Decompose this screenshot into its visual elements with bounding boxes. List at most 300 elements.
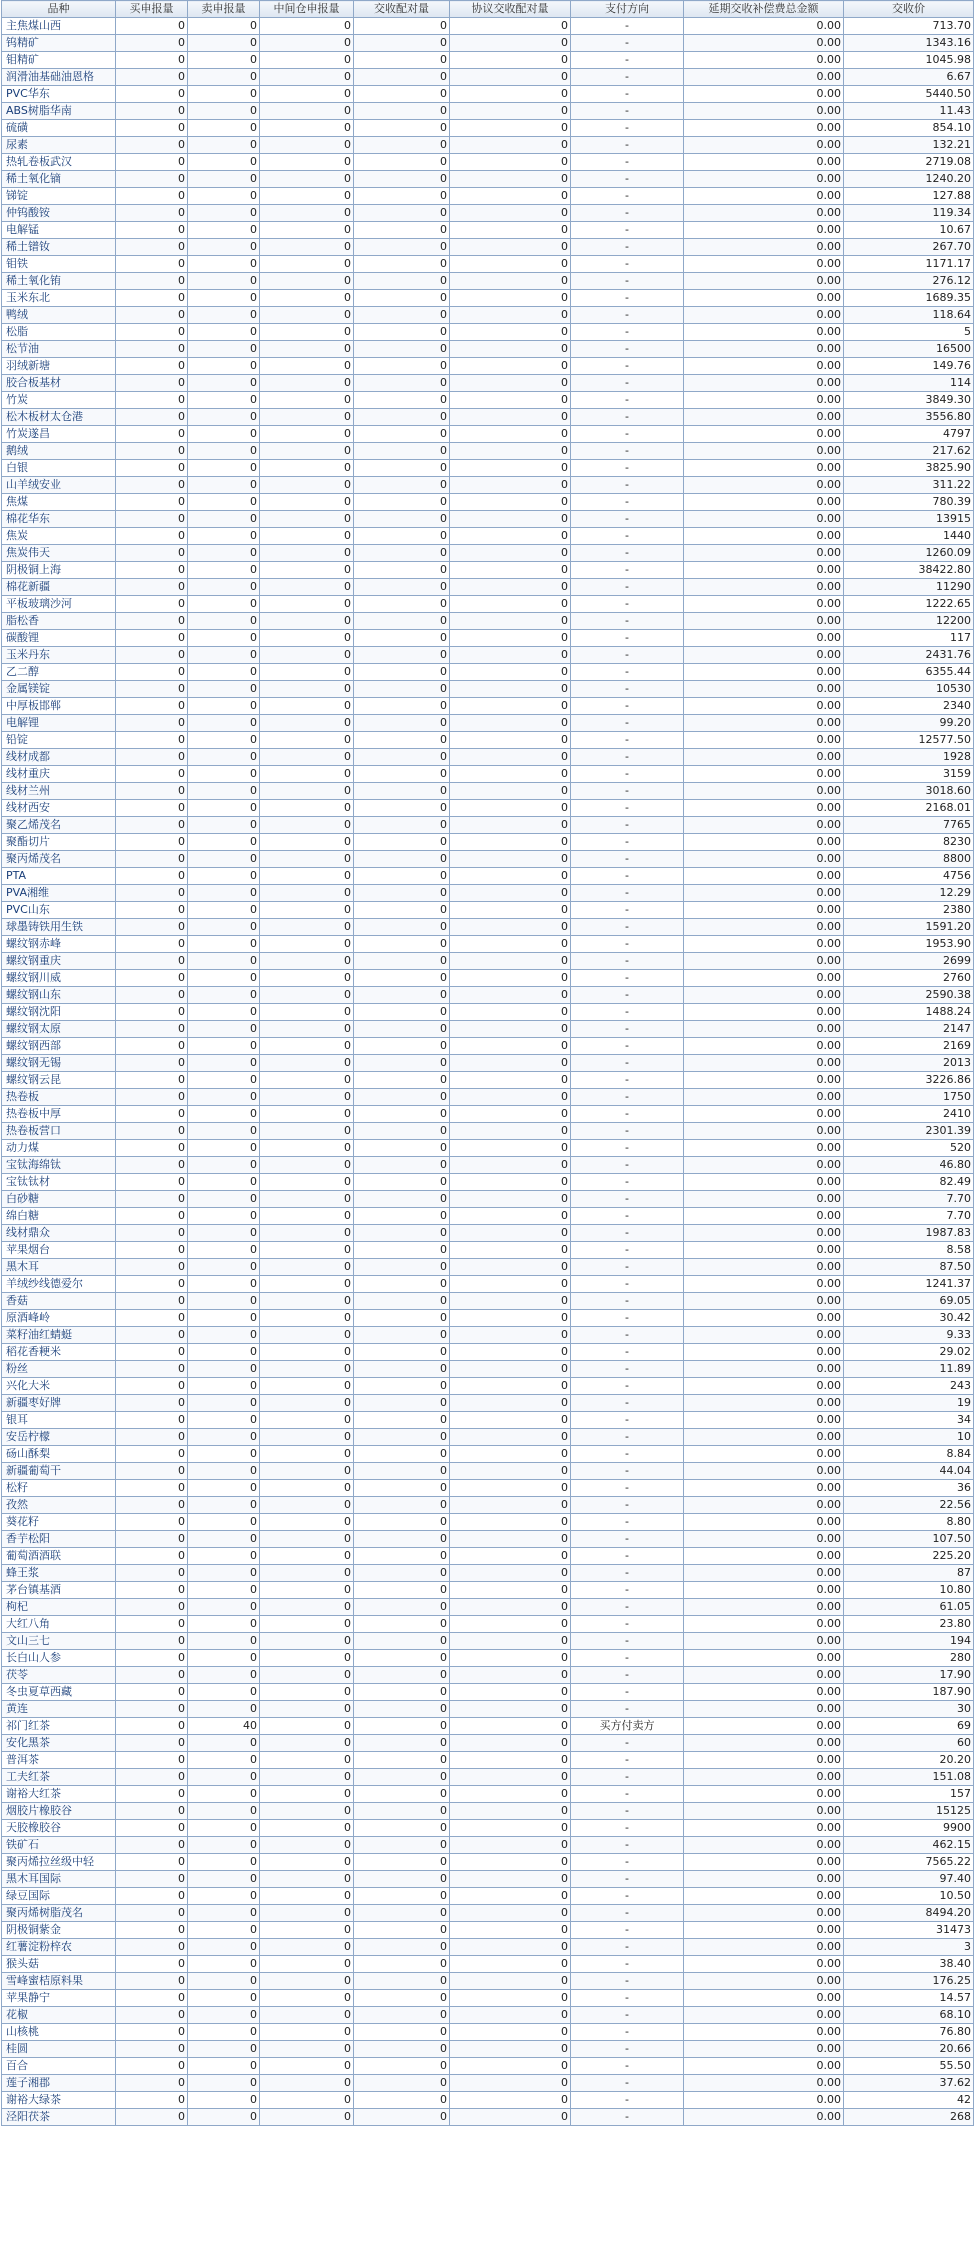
payment-direction-cell: - — [571, 443, 684, 460]
buy-quantity-cell: 0 — [116, 1276, 188, 1293]
sell-quantity-cell: 0 — [188, 256, 260, 273]
deferred-compensation-cell: 0.00 — [684, 392, 844, 409]
sell-quantity-cell: 0 — [188, 69, 260, 86]
intermediate-quantity-cell: 0 — [260, 1514, 354, 1531]
variety-cell: 阴极铜上海 — [2, 562, 116, 579]
table-row — [2, 171, 974, 188]
intermediate-quantity-cell: 0 — [260, 86, 354, 103]
agreement-matched-cell: 0 — [450, 1786, 571, 1803]
agreement-matched-cell: 0 — [450, 392, 571, 409]
matched-quantity-cell: 0 — [354, 545, 450, 562]
agreement-matched-cell: 0 — [450, 1191, 571, 1208]
intermediate-quantity-cell: 0 — [260, 1718, 354, 1735]
sell-quantity-cell: 0 — [188, 919, 260, 936]
sell-quantity-cell: 0 — [188, 834, 260, 851]
variety-cell: 稀土镨钕 — [2, 239, 116, 256]
sell-quantity-cell: 0 — [188, 375, 260, 392]
deferred-compensation-cell: 0.00 — [684, 1565, 844, 1582]
agreement-matched-cell: 0 — [450, 647, 571, 664]
buy-quantity-cell: 0 — [116, 1837, 188, 1854]
deferred-compensation-cell: 0.00 — [684, 885, 844, 902]
delivery-price-cell: 243 — [844, 1378, 974, 1395]
buy-quantity-cell: 0 — [116, 647, 188, 664]
sell-quantity-cell: 0 — [188, 1735, 260, 1752]
matched-quantity-cell: 0 — [354, 1905, 450, 1922]
payment-direction-cell: - — [571, 1735, 684, 1752]
variety-cell: 稀土氧化铕 — [2, 273, 116, 290]
variety-cell: 松木板材太仓港 — [2, 409, 116, 426]
variety-cell: 羊绒纱线德爱尔 — [2, 1276, 116, 1293]
sell-quantity-cell: 0 — [188, 1854, 260, 1871]
delivery-price-cell: 1928 — [844, 749, 974, 766]
column-header-sell-quantity: 卖申报量 — [188, 1, 260, 18]
variety-cell: 宝钛钛材 — [2, 1174, 116, 1191]
intermediate-quantity-cell: 0 — [260, 2058, 354, 2075]
deferred-compensation-cell: 0.00 — [684, 1701, 844, 1718]
agreement-matched-cell: 0 — [450, 188, 571, 205]
table-row — [2, 1531, 974, 1548]
buy-quantity-cell: 0 — [116, 256, 188, 273]
payment-direction-cell: - — [571, 341, 684, 358]
delivery-price-cell: 2431.76 — [844, 647, 974, 664]
variety-cell: 葵花籽 — [2, 1514, 116, 1531]
payment-direction-cell: - — [571, 1208, 684, 1225]
matched-quantity-cell: 0 — [354, 1021, 450, 1038]
deferred-compensation-cell: 0.00 — [684, 1208, 844, 1225]
matched-quantity-cell: 0 — [354, 2075, 450, 2092]
payment-direction-cell: - — [571, 1463, 684, 1480]
delivery-price-cell: 1222.65 — [844, 596, 974, 613]
buy-quantity-cell: 0 — [116, 137, 188, 154]
agreement-matched-cell: 0 — [450, 1395, 571, 1412]
delivery-price-cell: 99.20 — [844, 715, 974, 732]
deferred-compensation-cell: 0.00 — [684, 1293, 844, 1310]
matched-quantity-cell: 0 — [354, 1854, 450, 1871]
intermediate-quantity-cell: 0 — [260, 1769, 354, 1786]
variety-cell: 棉花华东 — [2, 511, 116, 528]
payment-direction-cell: - — [571, 1429, 684, 1446]
matched-quantity-cell: 0 — [354, 681, 450, 698]
buy-quantity-cell: 0 — [116, 1395, 188, 1412]
payment-direction-cell: - — [571, 1565, 684, 1582]
matched-quantity-cell: 0 — [354, 1735, 450, 1752]
agreement-matched-cell: 0 — [450, 1361, 571, 1378]
variety-cell: 硫磺 — [2, 120, 116, 137]
payment-direction-cell: - — [571, 1327, 684, 1344]
delivery-price-cell: 149.76 — [844, 358, 974, 375]
column-header-buy-quantity: 买申报量 — [116, 1, 188, 18]
variety-cell: 螺纹钢云昆 — [2, 1072, 116, 1089]
table-row — [2, 1242, 974, 1259]
delivery-price-cell: 1241.37 — [844, 1276, 974, 1293]
delivery-price-cell: 6.67 — [844, 69, 974, 86]
intermediate-quantity-cell: 0 — [260, 290, 354, 307]
agreement-matched-cell: 0 — [450, 1276, 571, 1293]
delivery-price-cell: 2147 — [844, 1021, 974, 1038]
matched-quantity-cell: 0 — [354, 987, 450, 1004]
deferred-compensation-cell: 0.00 — [684, 1497, 844, 1514]
table-row — [2, 1497, 974, 1514]
sell-quantity-cell: 0 — [188, 1123, 260, 1140]
intermediate-quantity-cell: 0 — [260, 783, 354, 800]
delivery-price-cell: 1750 — [844, 1089, 974, 1106]
deferred-compensation-cell: 0.00 — [684, 1888, 844, 1905]
intermediate-quantity-cell: 0 — [260, 851, 354, 868]
buy-quantity-cell: 0 — [116, 239, 188, 256]
delivery-price-cell: 1591.20 — [844, 919, 974, 936]
variety-cell: 焦炭 — [2, 528, 116, 545]
agreement-matched-cell: 0 — [450, 987, 571, 1004]
deferred-compensation-cell: 0.00 — [684, 1820, 844, 1837]
variety-cell: 螺纹钢无锡 — [2, 1055, 116, 1072]
payment-direction-cell: - — [571, 766, 684, 783]
intermediate-quantity-cell: 0 — [260, 1463, 354, 1480]
variety-cell: 平板玻璃沙河 — [2, 596, 116, 613]
variety-cell: 松节油 — [2, 341, 116, 358]
deferred-compensation-cell: 0.00 — [684, 1344, 844, 1361]
matched-quantity-cell: 0 — [354, 1106, 450, 1123]
buy-quantity-cell: 0 — [116, 1820, 188, 1837]
buy-quantity-cell: 0 — [116, 222, 188, 239]
column-header-agreement-matched-quantity: 协议交收配对量 — [450, 1, 571, 18]
intermediate-quantity-cell: 0 — [260, 1157, 354, 1174]
table-row — [2, 647, 974, 664]
agreement-matched-cell: 0 — [450, 1157, 571, 1174]
payment-direction-cell: - — [571, 732, 684, 749]
deferred-compensation-cell: 0.00 — [684, 1718, 844, 1735]
table-row — [2, 698, 974, 715]
variety-cell: 润滑油基础油恩格 — [2, 69, 116, 86]
variety-cell: 螺纹钢西部 — [2, 1038, 116, 1055]
buy-quantity-cell: 0 — [116, 1888, 188, 1905]
deferred-compensation-cell: 0.00 — [684, 69, 844, 86]
delivery-price-cell: 55.50 — [844, 2058, 974, 2075]
payment-direction-cell: - — [571, 154, 684, 171]
table-row — [2, 1106, 974, 1123]
intermediate-quantity-cell: 0 — [260, 409, 354, 426]
buy-quantity-cell: 0 — [116, 494, 188, 511]
payment-direction-cell: - — [571, 1140, 684, 1157]
matched-quantity-cell: 0 — [354, 1310, 450, 1327]
matched-quantity-cell: 0 — [354, 290, 450, 307]
delivery-price-cell: 60 — [844, 1735, 974, 1752]
intermediate-quantity-cell: 0 — [260, 698, 354, 715]
intermediate-quantity-cell: 0 — [260, 1327, 354, 1344]
sell-quantity-cell: 0 — [188, 1140, 260, 1157]
matched-quantity-cell: 0 — [354, 1395, 450, 1412]
delivery-price-cell: 2168.01 — [844, 800, 974, 817]
variety-cell: 聚丙烯茂名 — [2, 851, 116, 868]
agreement-matched-cell: 0 — [450, 1225, 571, 1242]
sell-quantity-cell: 0 — [188, 1446, 260, 1463]
delivery-price-cell: 1260.09 — [844, 545, 974, 562]
buy-quantity-cell: 0 — [116, 205, 188, 222]
variety-cell: 菜籽油红蜻蜓 — [2, 1327, 116, 1344]
variety-cell: 茯苓 — [2, 1667, 116, 1684]
deferred-compensation-cell: 0.00 — [684, 1582, 844, 1599]
sell-quantity-cell: 0 — [188, 154, 260, 171]
intermediate-quantity-cell: 0 — [260, 1922, 354, 1939]
payment-direction-cell: - — [571, 477, 684, 494]
agreement-matched-cell: 0 — [450, 1905, 571, 1922]
payment-direction-cell: - — [571, 1259, 684, 1276]
sell-quantity-cell: 40 — [188, 1718, 260, 1735]
table-row — [2, 1599, 974, 1616]
variety-cell: 焦炭伟天 — [2, 545, 116, 562]
deferred-compensation-cell: 0.00 — [684, 596, 844, 613]
delivery-price-cell: 462.15 — [844, 1837, 974, 1854]
table-row — [2, 664, 974, 681]
intermediate-quantity-cell: 0 — [260, 766, 354, 783]
sell-quantity-cell: 0 — [188, 817, 260, 834]
delivery-price-cell: 11290 — [844, 579, 974, 596]
sell-quantity-cell: 0 — [188, 341, 260, 358]
payment-direction-cell: - — [571, 290, 684, 307]
delivery-price-cell: 8230 — [844, 834, 974, 851]
table-row — [2, 2092, 974, 2109]
matched-quantity-cell: 0 — [354, 936, 450, 953]
delivery-price-cell: 46.80 — [844, 1157, 974, 1174]
variety-cell: 稻花香粳米 — [2, 1344, 116, 1361]
payment-direction-cell: - — [571, 1786, 684, 1803]
table-row — [2, 1837, 974, 1854]
deferred-compensation-cell: 0.00 — [684, 1412, 844, 1429]
sell-quantity-cell: 0 — [188, 936, 260, 953]
delivery-price-cell: 69.05 — [844, 1293, 974, 1310]
buy-quantity-cell: 0 — [116, 1718, 188, 1735]
delivery-price-cell: 268 — [844, 2109, 974, 2126]
variety-cell: 尿素 — [2, 137, 116, 154]
payment-direction-cell: - — [571, 1990, 684, 2007]
deferred-compensation-cell: 0.00 — [684, 409, 844, 426]
delivery-price-cell: 5 — [844, 324, 974, 341]
matched-quantity-cell: 0 — [354, 715, 450, 732]
intermediate-quantity-cell: 0 — [260, 1633, 354, 1650]
delivery-price-cell: 1488.24 — [844, 1004, 974, 1021]
table-row — [2, 1803, 974, 1820]
payment-direction-cell: - — [571, 2007, 684, 2024]
agreement-matched-cell: 0 — [450, 1429, 571, 1446]
intermediate-quantity-cell: 0 — [260, 69, 354, 86]
agreement-matched-cell: 0 — [450, 732, 571, 749]
intermediate-quantity-cell: 0 — [260, 1242, 354, 1259]
delivery-price-cell: 23.80 — [844, 1616, 974, 1633]
table-row — [2, 1973, 974, 1990]
payment-direction-cell: - — [571, 2092, 684, 2109]
deferred-compensation-cell: 0.00 — [684, 1174, 844, 1191]
buy-quantity-cell: 0 — [116, 783, 188, 800]
table-row — [2, 834, 974, 851]
table-row — [2, 205, 974, 222]
payment-direction-cell: 买方付卖方 — [571, 1718, 684, 1735]
sell-quantity-cell: 0 — [188, 2092, 260, 2109]
table-row — [2, 1582, 974, 1599]
intermediate-quantity-cell: 0 — [260, 2109, 354, 2126]
buy-quantity-cell: 0 — [116, 681, 188, 698]
delivery-price-cell: 520 — [844, 1140, 974, 1157]
matched-quantity-cell: 0 — [354, 528, 450, 545]
agreement-matched-cell: 0 — [450, 545, 571, 562]
intermediate-quantity-cell: 0 — [260, 970, 354, 987]
table-row — [2, 851, 974, 868]
variety-cell: 仲钨酸铵 — [2, 205, 116, 222]
sell-quantity-cell: 0 — [188, 52, 260, 69]
deferred-compensation-cell: 0.00 — [684, 1429, 844, 1446]
matched-quantity-cell: 0 — [354, 1004, 450, 1021]
sell-quantity-cell: 0 — [188, 409, 260, 426]
variety-cell: 砀山酥梨 — [2, 1446, 116, 1463]
table-row — [2, 1888, 974, 1905]
matched-quantity-cell: 0 — [354, 1718, 450, 1735]
variety-cell: 钼精矿 — [2, 52, 116, 69]
deferred-compensation-cell: 0.00 — [684, 35, 844, 52]
intermediate-quantity-cell: 0 — [260, 2007, 354, 2024]
variety-cell: 聚酯切片 — [2, 834, 116, 851]
delivery-price-cell: 4756 — [844, 868, 974, 885]
payment-direction-cell: - — [571, 902, 684, 919]
buy-quantity-cell: 0 — [116, 35, 188, 52]
intermediate-quantity-cell: 0 — [260, 528, 354, 545]
payment-direction-cell: - — [571, 817, 684, 834]
intermediate-quantity-cell: 0 — [260, 1293, 354, 1310]
table-row — [2, 715, 974, 732]
variety-cell: 山羊绒安业 — [2, 477, 116, 494]
sell-quantity-cell: 0 — [188, 1803, 260, 1820]
intermediate-quantity-cell: 0 — [260, 1684, 354, 1701]
variety-cell: ABS树脂华南 — [2, 103, 116, 120]
variety-cell: 新疆葡萄干 — [2, 1463, 116, 1480]
sell-quantity-cell: 0 — [188, 2024, 260, 2041]
sell-quantity-cell: 0 — [188, 528, 260, 545]
variety-cell: 聚丙烯树脂茂名 — [2, 1905, 116, 1922]
agreement-matched-cell: 0 — [450, 1837, 571, 1854]
buy-quantity-cell: 0 — [116, 358, 188, 375]
matched-quantity-cell: 0 — [354, 341, 450, 358]
payment-direction-cell: - — [571, 120, 684, 137]
payment-direction-cell: - — [571, 1072, 684, 1089]
table-row — [2, 239, 974, 256]
buy-quantity-cell: 0 — [116, 834, 188, 851]
agreement-matched-cell: 0 — [450, 1650, 571, 1667]
table-row — [2, 443, 974, 460]
intermediate-quantity-cell: 0 — [260, 1055, 354, 1072]
table-row — [2, 1021, 974, 1038]
payment-direction-cell: - — [571, 324, 684, 341]
intermediate-quantity-cell: 0 — [260, 1446, 354, 1463]
payment-direction-cell: - — [571, 1157, 684, 1174]
matched-quantity-cell: 0 — [354, 664, 450, 681]
agreement-matched-cell: 0 — [450, 970, 571, 987]
deferred-compensation-cell: 0.00 — [684, 732, 844, 749]
sell-quantity-cell: 0 — [188, 1412, 260, 1429]
intermediate-quantity-cell: 0 — [260, 1072, 354, 1089]
sell-quantity-cell: 0 — [188, 783, 260, 800]
buy-quantity-cell: 0 — [116, 443, 188, 460]
sell-quantity-cell: 0 — [188, 953, 260, 970]
buy-quantity-cell: 0 — [116, 1310, 188, 1327]
buy-quantity-cell: 0 — [116, 1004, 188, 1021]
sell-quantity-cell: 0 — [188, 902, 260, 919]
payment-direction-cell: - — [571, 2109, 684, 2126]
payment-direction-cell: - — [571, 307, 684, 324]
delivery-price-cell: 3849.30 — [844, 392, 974, 409]
payment-direction-cell: - — [571, 1905, 684, 1922]
table-row — [2, 1684, 974, 1701]
table-row — [2, 613, 974, 630]
table-row — [2, 188, 974, 205]
variety-cell: 热卷板 — [2, 1089, 116, 1106]
sell-quantity-cell: 0 — [188, 307, 260, 324]
deferred-compensation-cell: 0.00 — [684, 647, 844, 664]
intermediate-quantity-cell: 0 — [260, 1259, 354, 1276]
deferred-compensation-cell: 0.00 — [684, 86, 844, 103]
agreement-matched-cell: 0 — [450, 1021, 571, 1038]
sell-quantity-cell: 0 — [188, 1514, 260, 1531]
deferred-compensation-cell: 0.00 — [684, 273, 844, 290]
buy-quantity-cell: 0 — [116, 953, 188, 970]
payment-direction-cell: - — [571, 426, 684, 443]
buy-quantity-cell: 0 — [116, 970, 188, 987]
buy-quantity-cell: 0 — [116, 715, 188, 732]
agreement-matched-cell: 0 — [450, 562, 571, 579]
table-row — [2, 1004, 974, 1021]
matched-quantity-cell: 0 — [354, 1752, 450, 1769]
variety-cell: 线材成都 — [2, 749, 116, 766]
payment-direction-cell: - — [571, 1701, 684, 1718]
buy-quantity-cell: 0 — [116, 2075, 188, 2092]
deferred-compensation-cell: 0.00 — [684, 1191, 844, 1208]
delivery-price-cell: 1953.90 — [844, 936, 974, 953]
agreement-matched-cell: 0 — [450, 86, 571, 103]
intermediate-quantity-cell: 0 — [260, 375, 354, 392]
table-row — [2, 732, 974, 749]
agreement-matched-cell: 0 — [450, 596, 571, 613]
deferred-compensation-cell: 0.00 — [684, 715, 844, 732]
buy-quantity-cell: 0 — [116, 1106, 188, 1123]
delivery-price-cell: 6355.44 — [844, 664, 974, 681]
agreement-matched-cell: 0 — [450, 358, 571, 375]
matched-quantity-cell: 0 — [354, 188, 450, 205]
table-row — [2, 86, 974, 103]
buy-quantity-cell: 0 — [116, 341, 188, 358]
payment-direction-cell: - — [571, 1055, 684, 1072]
sell-quantity-cell: 0 — [188, 1310, 260, 1327]
variety-cell: 香芋松阳 — [2, 1531, 116, 1548]
delivery-price-cell: 87 — [844, 1565, 974, 1582]
table-row — [2, 1225, 974, 1242]
delivery-price-cell: 5440.50 — [844, 86, 974, 103]
variety-cell: 聚丙烯拉丝级中轻 — [2, 1854, 116, 1871]
delivery-price-cell: 9.33 — [844, 1327, 974, 1344]
table-row — [2, 460, 974, 477]
matched-quantity-cell: 0 — [354, 2041, 450, 2058]
payment-direction-cell: - — [571, 494, 684, 511]
variety-cell: 黑木耳 — [2, 1259, 116, 1276]
buy-quantity-cell: 0 — [116, 613, 188, 630]
sell-quantity-cell: 0 — [188, 1633, 260, 1650]
agreement-matched-cell: 0 — [450, 1327, 571, 1344]
matched-quantity-cell: 0 — [354, 1327, 450, 1344]
agreement-matched-cell: 0 — [450, 1548, 571, 1565]
matched-quantity-cell: 0 — [354, 1701, 450, 1718]
sell-quantity-cell: 0 — [188, 715, 260, 732]
variety-cell: 红薯淀粉梓农 — [2, 1939, 116, 1956]
buy-quantity-cell: 0 — [116, 1531, 188, 1548]
matched-quantity-cell: 0 — [354, 919, 450, 936]
buy-quantity-cell: 0 — [116, 1021, 188, 1038]
payment-direction-cell: - — [571, 1599, 684, 1616]
buy-quantity-cell: 0 — [116, 477, 188, 494]
